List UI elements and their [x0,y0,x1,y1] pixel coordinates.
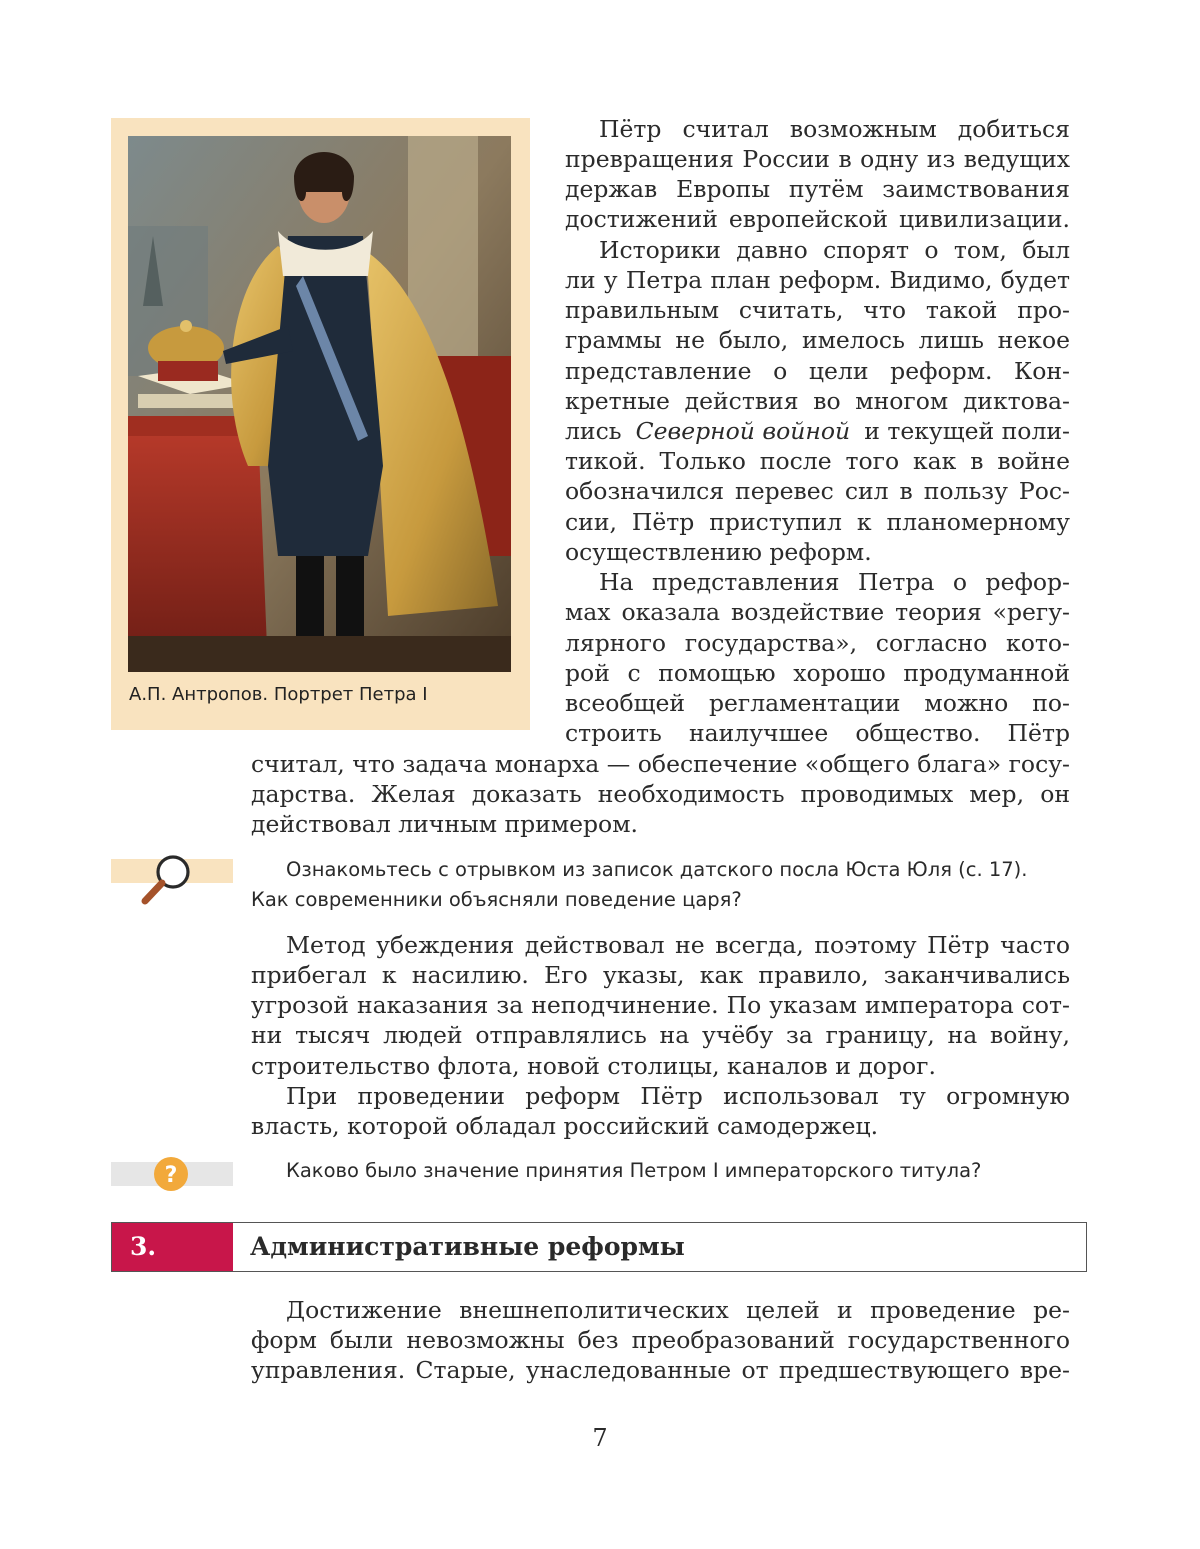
text-line: обозначился перевес сил в пользу Рос- [565,477,1070,505]
text-line: превращения России в одну из ведущих [565,145,1070,173]
text-line: осуществлению реформ. [565,538,872,566]
text-line: ли у Петра план реформ. Видимо, будет [565,266,1070,294]
text-line: действовал личным примером. [251,810,638,838]
text-fragment: и текущей поли- [856,417,1070,445]
text-line: власть, которой обладал российский самодержец. [251,1112,879,1140]
text-line: достижений европейской цивилизации. [565,205,1070,233]
text-line: тикой. Только после того как в войне [565,447,1070,475]
text-line: прибегал к насилию. Его указы, как правило, заканчивались [251,961,1070,989]
text-line: дарства. Желая доказать необходимость проводимых мер, он [251,780,1070,808]
text-line: сии, Пётр приступил к планомерному [565,508,1070,536]
portrait-figure [111,118,530,730]
text-line: держав Европы путём заимствования [565,175,1070,203]
text-line: правильным считать, что такой про- [565,296,1070,324]
task-research-line-1: Ознакомьтесь с отрывком из записок датского посла Юста Юля (с. 17). [286,858,1028,881]
portrait-image [128,136,511,672]
section-number: 3. [112,1223,233,1271]
text-line: Историки давно спорят о том, был [599,236,1070,264]
text-line: На представления Петра о рефор- [599,568,1070,596]
text-line: Достижение внешнеполитических целей и проведение ре- [286,1296,1070,1324]
text-line: При проведении реформ Пётр использовал ту огромную [286,1082,1070,1110]
section-title: Административные реформы [250,1232,685,1261]
question-icon [153,1156,189,1192]
task-research-line-2: Как современники объясняли поведение царя? [251,888,742,911]
text-line: представление о цели реформ. Кон- [565,357,1070,385]
text-line: рой с помощью хорошо продуманной [565,659,1070,687]
text-line: строить наилучшее общество. Пётр [565,719,1070,747]
text-line: мах оказала воздействие теория «регу- [565,598,1070,626]
text-line: кретные действия во многом диктова- [565,387,1070,415]
page-number: 7 [592,1424,608,1452]
text-line: считал, что задача монарха — обеспечение «общего блага» госу- [251,750,1070,778]
text-line: строительство флота, новой столицы, каналов и дорог. [251,1052,936,1080]
svg-text:?: ? [164,1163,178,1188]
text-line-italic [565,416,1070,446]
figure-caption: А.П. Антропов. Портрет Петра I [129,684,428,705]
text-line: форм были невозможны без преобразований государственного [251,1326,1070,1354]
text-line: угрозой наказания за неподчинение. По указам императора сот- [251,991,1070,1019]
text-line: управления. Старые, унаследованные от предшествующего вре- [251,1356,1070,1384]
term-northern-war: Северной войной [635,417,851,445]
text-line: лярного государства», согласно кото- [565,629,1070,657]
magnifier-icon [138,850,198,908]
text-fragment: лись [565,417,630,445]
text-line: Пётр считал возможным добиться [599,115,1070,143]
section-header [111,1222,1087,1272]
text-line: ни тысяч людей отправлялись на учёбу за границу, на войну, [251,1021,1070,1049]
text-line: граммы не было, имелось лишь некое [565,326,1070,354]
text-line: Метод убеждения действовал не всегда, поэтому Пётр часто [286,931,1070,959]
task-question-text: Каково было значение принятия Петром I императорского титула? [286,1159,982,1182]
text-line: всеобщей регламентации можно по- [565,689,1070,717]
